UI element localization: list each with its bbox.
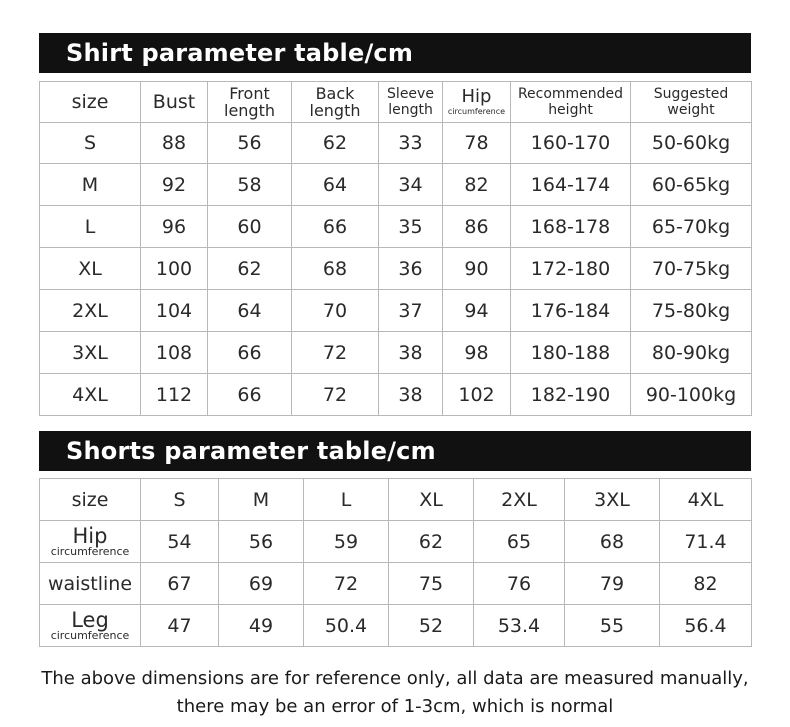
value-cell: 33 (379, 123, 443, 164)
value-cell: 72 (292, 332, 379, 374)
value-cell: 60-65kg (631, 164, 752, 206)
value-cell: 112 (141, 374, 208, 416)
value-cell: 172-180 (511, 248, 631, 290)
value-cell: 92 (141, 164, 208, 206)
table-row (40, 521, 752, 563)
value-cell: 80-90kg (631, 332, 752, 374)
header-size-2xl: 2XL (474, 479, 565, 521)
header-recommended-height (511, 82, 631, 123)
value-cell: 68 (292, 248, 379, 290)
value-cell: 176-184 (511, 290, 631, 332)
size-cell: XL (40, 248, 141, 290)
value-cell: 66 (208, 374, 292, 416)
value-cell: 50.4 (304, 605, 389, 647)
header-hip-line2: circumference (447, 107, 506, 116)
size-cell: 4XL (40, 374, 141, 416)
size-cell: 2XL (40, 290, 141, 332)
row-label-main: Hip (72, 523, 108, 548)
value-cell: 70-75kg (631, 248, 752, 290)
value-cell: 55 (565, 605, 660, 647)
header-front-line1: Front (229, 84, 270, 103)
value-cell: 82 (660, 563, 752, 605)
value-cell: 65-70kg (631, 206, 752, 248)
size-cell: 3XL (40, 332, 141, 374)
disclaimer-line-2: there may be an error of 1-3cm, which is normal (176, 696, 614, 717)
value-cell: 72 (292, 374, 379, 416)
value-cell: 75-80kg (631, 290, 752, 332)
header-sleeve-length (379, 82, 443, 123)
shorts-size-table (39, 478, 752, 647)
header-back-line1: Back (315, 84, 355, 103)
header-size-s: S (141, 479, 219, 521)
value-cell: 53.4 (474, 605, 565, 647)
value-cell: 78 (443, 123, 511, 164)
row-label-sub: circumference (50, 544, 130, 558)
value-cell: 164-174 (511, 164, 631, 206)
value-cell: 72 (304, 563, 389, 605)
table-row (40, 290, 752, 332)
value-cell: 56.4 (660, 605, 752, 647)
table-row (40, 374, 752, 416)
shorts-table-body (40, 521, 752, 647)
value-cell: 65 (474, 521, 565, 563)
value-cell: 47 (141, 605, 219, 647)
header-size-3xl: 3XL (565, 479, 660, 521)
value-cell: 38 (379, 374, 443, 416)
header-weight-line1: Suggested (653, 86, 729, 102)
value-cell: 71.4 (660, 521, 752, 563)
value-cell: 34 (379, 164, 443, 206)
value-cell: 62 (208, 248, 292, 290)
value-cell: 54 (141, 521, 219, 563)
header-size-4xl: 4XL (660, 479, 752, 521)
header-size-xl: XL (389, 479, 474, 521)
value-cell: 90-100kg (631, 374, 752, 416)
value-cell: 168-178 (511, 206, 631, 248)
header-front-line2: length (224, 101, 275, 120)
header-size: size (40, 479, 141, 521)
value-cell: 104 (141, 290, 208, 332)
value-cell: 98 (443, 332, 511, 374)
value-cell: 64 (208, 290, 292, 332)
value-cell: 68 (565, 521, 660, 563)
value-cell: 75 (389, 563, 474, 605)
value-cell: 108 (141, 332, 208, 374)
header-height-line1: Recommended (517, 86, 624, 102)
value-cell: 58 (208, 164, 292, 206)
shirt-table-body (40, 123, 752, 416)
header-size: size (40, 82, 141, 123)
header-back-line2: length (309, 101, 361, 120)
value-cell: 59 (304, 521, 389, 563)
table-header-row (40, 479, 752, 521)
header-hip-line1: Hip (461, 86, 492, 107)
header-back-length (292, 82, 379, 123)
row-label (40, 521, 141, 563)
header-sleeve-line2: length (388, 102, 433, 118)
value-cell: 36 (379, 248, 443, 290)
size-cell: L (40, 206, 141, 248)
table-row (40, 248, 752, 290)
header-sleeve-line1: Sleeve (387, 86, 434, 102)
value-cell: 35 (379, 206, 443, 248)
value-cell: 100 (141, 248, 208, 290)
disclaimer-line-1: The above dimensions are for reference only, all data are measured manually, (41, 668, 749, 689)
value-cell: 37 (379, 290, 443, 332)
value-cell: 52 (389, 605, 474, 647)
value-cell: 62 (292, 123, 379, 164)
value-cell: 38 (379, 332, 443, 374)
header-suggested-weight (631, 82, 752, 123)
value-cell: 49 (219, 605, 304, 647)
value-cell: 66 (208, 332, 292, 374)
value-cell: 56 (219, 521, 304, 563)
header-hip (443, 82, 511, 123)
value-cell: 182-190 (511, 374, 631, 416)
table-row (40, 605, 752, 647)
value-cell: 67 (141, 563, 219, 605)
row-label-main: Leg (71, 607, 109, 632)
row-label (40, 605, 141, 647)
value-cell: 70 (292, 290, 379, 332)
value-cell: 160-170 (511, 123, 631, 164)
value-cell: 102 (443, 374, 511, 416)
value-cell: 76 (474, 563, 565, 605)
value-cell: 94 (443, 290, 511, 332)
shorts-table-title: Shorts parameter table/cm (39, 431, 751, 471)
value-cell: 90 (443, 248, 511, 290)
header-weight-line2: weight (667, 102, 715, 118)
row-label: waistline (40, 563, 141, 605)
value-cell: 66 (292, 206, 379, 248)
table-header-row (40, 82, 752, 123)
table-row (40, 563, 752, 605)
value-cell: 180-188 (511, 332, 631, 374)
value-cell: 96 (141, 206, 208, 248)
header-height-line2: height (548, 102, 593, 118)
header-front-length (208, 82, 292, 123)
value-cell: 64 (292, 164, 379, 206)
value-cell: 62 (389, 521, 474, 563)
row-label-sub: circumference (50, 628, 130, 642)
value-cell: 79 (565, 563, 660, 605)
value-cell: 50-60kg (631, 123, 752, 164)
table-row (40, 123, 752, 164)
value-cell: 60 (208, 206, 292, 248)
disclaimer-note (0, 665, 790, 721)
shirt-table-title: Shirt parameter table/cm (39, 33, 751, 73)
value-cell: 56 (208, 123, 292, 164)
shirt-size-table (39, 81, 752, 416)
value-cell: 88 (141, 123, 208, 164)
size-cell: S (40, 123, 141, 164)
header-bust: Bust (141, 82, 208, 123)
table-row (40, 332, 752, 374)
table-row (40, 164, 752, 206)
value-cell: 86 (443, 206, 511, 248)
table-row (40, 206, 752, 248)
value-cell: 69 (219, 563, 304, 605)
value-cell: 82 (443, 164, 511, 206)
size-cell: M (40, 164, 141, 206)
header-size-l: L (304, 479, 389, 521)
header-size-m: M (219, 479, 304, 521)
